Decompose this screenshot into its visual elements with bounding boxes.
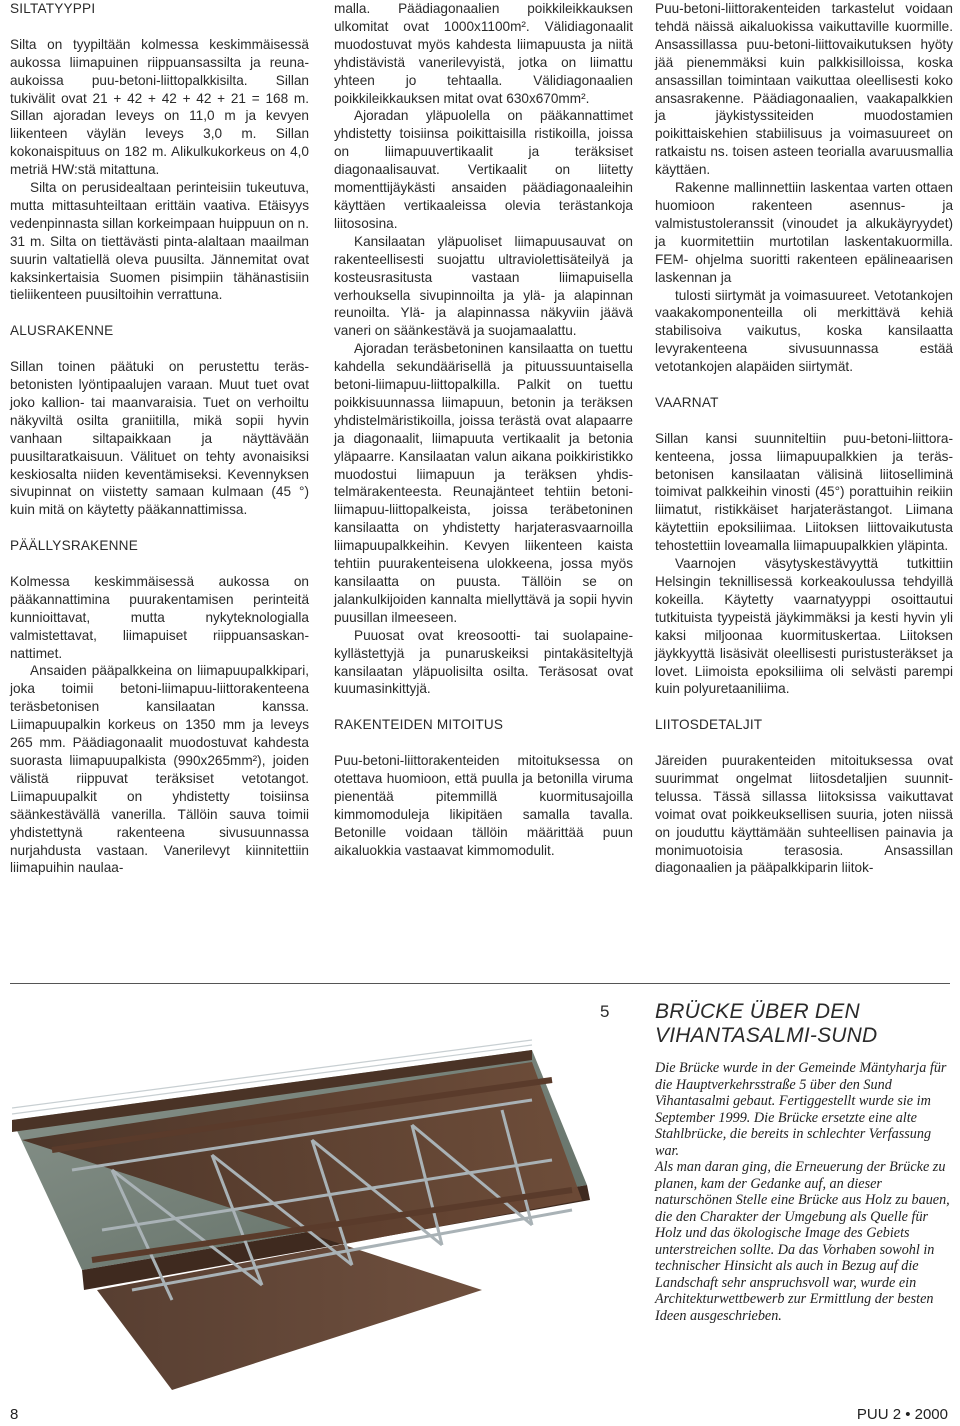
- paragraph: malla. Päädiagonaalien poikkileikkauksen ulkomitat ovat 1000x1100m². Välidiagonaalit muodostuvat myös kahdesta liimapuusta ja niitä yhdistävistä vanerilevyistä, jotka on liimattu yhteen jo tehtaalla. Välidiagonaalien poikkileikkauksen mitat ovat 630x670mm².: [334, 1, 633, 106]
- magazine-issue: PUU 2 • 2000: [856, 1406, 948, 1423]
- paragraph: Ansaiden pääpalkkeina on liimapuupalkkipari, joka toimii betoni-liimapuu-liittorakenteena teräsbetonisen kansilaatan kanssa. Liimapuupalkin korkeus on 1350 mm ja leveys 265 mm. Päädiagonaalit muodostuvat kahdesta suorasta liimapuupalkista (990x265mm²), joiden välistä riippuvat teräksiset vetotangot. Liimapuupalkit on yhdistetty toisiinsa säänkestävällä vanerilla. Tällöin sauva toimii yhdistettynä rakenteena sivusuunnassa nurjahdusta vastaan. Vanerilevyt kiinnitettiin liimapuihin naulaa-: [10, 663, 309, 876]
- paragraph: Puu-betoni-liittorakenteiden mitoituksessa on otettava huomioon, että puulla ja betonilla viruma pienentää pitemmillä kuormitusajoilla kimmomoduleja likipitäen samalla tavalla. Betonille voidaan tällöin määrittää puun aikaluokkia vastaavat kimmomodulit.: [334, 753, 633, 858]
- page-number: 8: [10, 1406, 19, 1423]
- paragraph: Silta on tyypiltään kolmessa keskimmäisessä aukossa liimapuinen riippuansassilta ja reuna-aukoissa puu-betoni-liittopalkkisilta. Sillan tukivälit ovat 21 + 42 + 42 + 42 + 21 = 168 m. Sillan ajoradan leveys on 11,0 m ja kevyen liikenteen väylän leveys 3,0 m. Sillan kokonaispituus on 182 m. Alikulkukorkeus on 4,0 metriä HW:stä mitattuna.: [10, 36, 309, 178]
- paragraph: Vaarnojen väsytyskestävyyttä tutkittiin Helsingin teknillisessä korkeakoulussa tehdyillä kokeilla. Käytetty vaarnatyyppi osoittautui tutkituista tyypeistä jäykimmäksi ja kesti hyvin yli kaksi miljoonaa kuormituskertaa. Liitoksen jäykkyyttä lisäsivät oleellisesti puristusteräkset ja lovet. Liimoista epoksiliima oli selvästi parempi kuin polyuretaaniliima.: [655, 556, 953, 697]
- section-heading-siltatyyppi: SILTATYYPPI: [10, 1, 96, 16]
- section-heading-liitosdetaljit: LIITOSDETALJIT: [655, 717, 763, 733]
- paragraph: Kolmessa keskimmäisessä aukossa on pääkannattimina puurakentamisen perinteitä kunnioittavat, mutta nykyteknologialla valmistettavat, liimapuiset riippuansaskannattimet.: [10, 573, 309, 661]
- section-heading-paallysrakenne: PÄÄLLYSRAKENNE: [10, 538, 138, 554]
- section-heading-rakenteiden-mitoitus: RAKENTEIDEN MITOITUS: [334, 717, 504, 733]
- text-column-1: [10, 0, 309, 877]
- caption-body: [655, 1060, 955, 1324]
- paragraph: Ajoradan yläpuolella on pääkannattimet yhdistetty toisiinsa poikittaisilla ristikoilla, joissa on liimapuuvertikaalit ja teräksiset diagonaalisauvat. Vertikaalit on liitetty momenttijäykästi ansaiden päädiagonaaleihin käyttäen vertikaaleissa olevia terästankoja liitososina.: [334, 108, 633, 231]
- paragraph: Silta on perusidealtaan perinteisiin tukeutuva, mutta mittasuhteiltaan erittäin vaativa. Etäisyys vedenpinnasta sillan korkeimpaan huippuun on n. 31 m. Silta on tiettävästi pinta-alaltaan maailman suurin valtatiellä oleva puusilta. Jännemitat ovat kaksinkertaisia Suomen pisimpiin tähänastisiin tieliikenteen puusiltoihin verrattuna.: [10, 180, 309, 303]
- paragraph: Ajoradan teräsbetoninen kansilaatta on tuettu kahdella sekundäärisellä ja pituussuuntaisella betoni-liimapuu-liittopalkilla. Palkit on tuettu poikkisuunnassa liimapuun, betonin ja teräksen yhdistelmäristikoilla, joissa terästä ovat alapaarre ja diagonaalit, liimapuuta vertikaalit ja betonia yläpaarre. Kansilaatan valun aikana poikkiristikko muodostui liimapuun ja teräksen yhdistelmärakenteesta. Reunajänteet tehtiin betoni-liimapuu-liittopalkeista, joissa teräbetoninen kansilaatta on yhdistetty harjaterasvaarnoilla liimapuupalkkeihin. Kevyen liikenteen kaista tehtiin puurakenteisena ulokkeena, jossa myös kansilaatta on puusta. Tällöin se on jalankulkijoiden kannalta miellyttävä ja sopii hyvin puusillan ilmeeseen.: [334, 341, 633, 625]
- text-column-2: [334, 0, 633, 859]
- paragraph: Järeiden puurakenteiden mitoituksessa ovat suurimmat ongelmat liitosdetaljien suunnittelussa. Tässä sillassa liitoksissa vaikuttavat voimat ovat poikkeuksellisen suuria, joten niissä on jouduttu käyttämään suhteellisen painavia ja monimuotoisia terasosia. Ansassillan diagonaalien ja pääpalkkiparin liitok-: [655, 753, 953, 876]
- caption-paragraph: Die Brücke wurde in der Gemeinde Mäntyharja für die Hauptverkehrsstraße 5 über den Sund Vihantasalmi gebaut. Fertiggestellt wurde sie im September 1999. Die Brücke ersetzte eine alte Stahlbrücke, die bereits in schlechter Verfassung war.: [655, 1060, 947, 1159]
- caption-number: 5: [600, 1002, 610, 1021]
- caption-title: BRÜCKE ÜBER DEN VIHANTASALMI-SUND: [655, 1000, 878, 1047]
- paragraph: Puu-betoni-liittorakenteiden tarkastelut voidaan tehdä näissä aikaluokissa vaikuttaville kuormille. Ansassillassa puu-betoni-liittovaikutuksen hyöty jää pienemmäksi kuin palkkisilloissa, koska ansassillan toimintaan vaikuttaa oleellisesti koko ansasrakenne. Päädiagonaalien, vaakapalkkien ja jäykistyssiteiden muodostamien poikittaiskehien stabiilisuus ja voimasuureet on ratkaistu ns. toisen asteen teorialla avaruusmallia käyttäen.: [655, 1, 953, 178]
- caption-paragraph: Als man daran ging, die Erneuerung der Brücke zu planen, kam der Gedanke auf, an dieser naturschönen Stelle eine Brücke aus Holz zu bauen, die den Charakter der Umgebung als Quelle für Holz und das ökologische Image des Gebiets unterstreichen sollte. Da das Vorhaben sowohl in technischer Hinsicht als auch in Bezug auf die Landschaft sehr anspruchsvoll war, wurde ein Architekturwettbewerb zur Ermittlung der besten Ideen ausgeschrieben.: [655, 1159, 950, 1324]
- section-heading-alusrakenne: ALUSRAKENNE: [10, 323, 114, 339]
- paragraph: Puuosat ovat kreosootti- tai suolapainekyllästettyjä ja punaruskeiksi pintakäsiteltyjä kansilaatan yläpuolisilta osilta. Teräsosat ovat kuumasinkittyjä.: [334, 627, 633, 697]
- text-column-3: [655, 0, 953, 877]
- paragraph: tulosti siirtymät ja voimasuureet. Vetotankojen vaakakomponenteilla oli merkittävä kehiä stabilisoiva vaikutus, koska kansilaatta levyrakenteena sivusuunnassa estää vetotankojen alapäiden siirtymät.: [655, 287, 953, 375]
- paragraph: Rakenne mallinnettiin laskentaa varten ottaen huomioon rakenteen asennus- ja valmistustoleranssit (vinoudet ja alkukäyryydet) ja kuormitettiin murtotilan laskentakuormilla. FEM- ohjelma suoritti rakenteen epälineaarisen laskennan ja: [655, 180, 953, 285]
- paragraph: Kansilaatan yläpuoliset liimapuusauvat on rakenteellisesti suojattu ultraviolettisäteilyä ja kosteusrasitusta vastaan liimapuisella verhouksella sivupinnoilta ja ylä- ja alapinnan reunoilta. Ylä- ja alapinnassa näkyviin jäävä vaneri on säänkestävä ja suojamaalattu.: [334, 233, 633, 339]
- horizontal-divider: [10, 983, 950, 984]
- section-heading-vaarnat: VAARNAT: [655, 394, 719, 410]
- bridge-render-image: [12, 1000, 592, 1395]
- paragraph: Sillan kansi suunniteltiin puu-betoni-liittorakenteena, jossa liimapuupalkkien ja teräsbetonisen kansilaatan välisinä liitoselliminä toimivat palkkeihin vinosti (45°) porattuihin reikiin liimatut, ristikkäiset harjaterästangot. Liimana käytettiin epoksiliimaa. Liitoksen liittovaikutusta tehostettiin loveamalla liimapuupalkkien yläpinta.: [655, 430, 953, 554]
- paragraph: Sillan toinen päätuki on perustettu teräsbetonisten lyöntipaalujen varaan. Muut tuet ovat joko kallion- tai maanvaraisia. Tuet on verhoiltu näkyviltä osilta graniitilla, mikä sopii hyvin vanhaan siltapaikkaan ja näyttävään puusiltaratkaisuun. Välituet on tehty avonaisiksi keskiosalta niiden keventämiseksi. Kevennyksen sivupinnat on viistetty samaan kulmaan (45 °) kuin mitä on käytetty pääkannattimissa.: [10, 359, 309, 518]
